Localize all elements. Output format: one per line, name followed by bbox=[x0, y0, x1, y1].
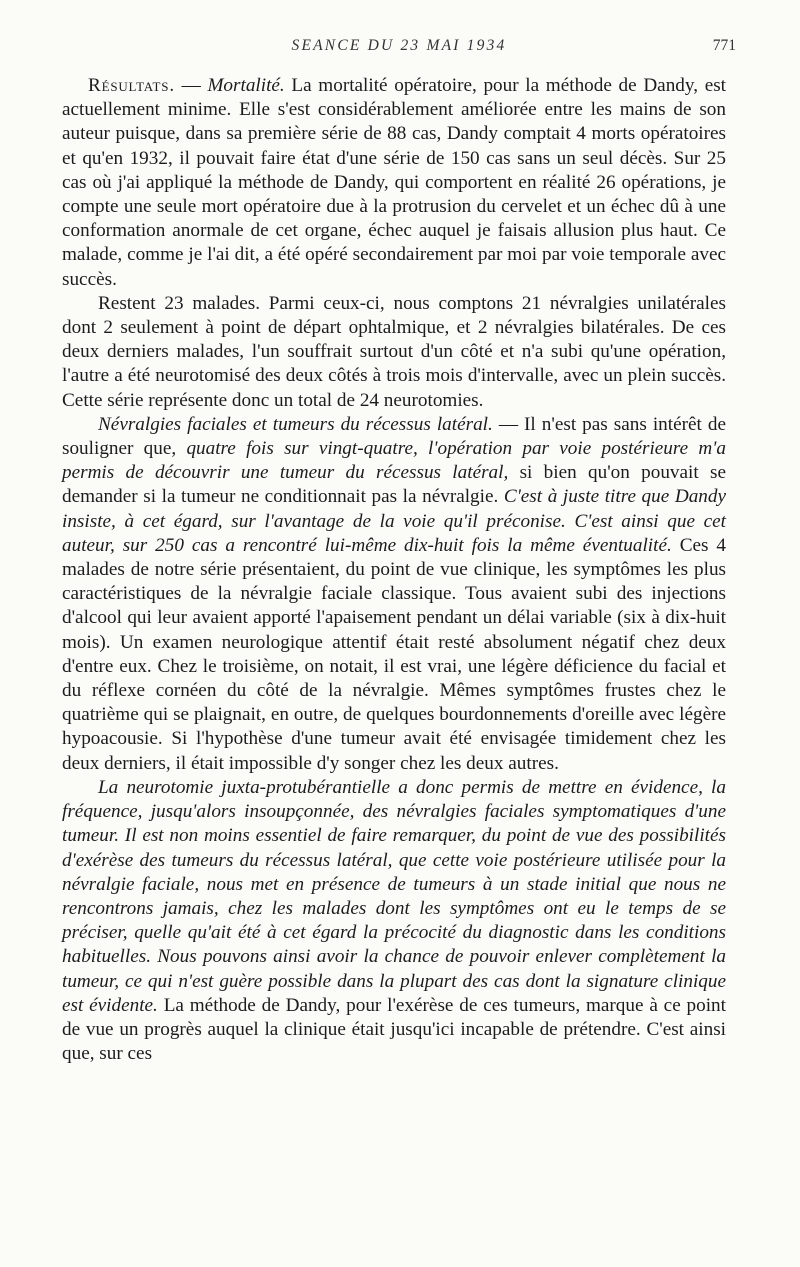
italic-emphasis: La neurotomie juxta-protubérantielle a donc permis de mettre en évidence, la fréquence, jusqu'alors insoupçonnée, des névralgies faciales symptomatiques d'une tumeur. Il est non moins essentiel de faire remarquer, du point de vue des possibilités d'exérèse des tumeurs du récessus latéral, que cette voie postérieure utilisée pour la névralgie faciale, nous met en présence de tumeurs à un stade initial que nous ne rencontrons jamais, chez les malades dont les symptômes ont eu le temps de se préciser, quelle qu'ait été à cet égard la précocité du diagnostic dans les conditions habituelles. Nous pouvons ainsi avoir la chance de pouvoir enlever complètement la tumeur, ce qui n'est guère possible dans la plupart des cas dont la signature clinique est évidente. bbox=[62, 776, 726, 1016]
running-title: SEANCE DU 23 MAI 1934 bbox=[291, 37, 507, 54]
paragraph-text: La méthode de Dandy, pour l'exérèse de ces tumeurs, marque à ce point de vue un progrès auquel la clinique était jusqu'ici incapable de prétendre. C'est ainsi que, sur ces bbox=[62, 994, 726, 1065]
article-body bbox=[62, 74, 726, 1066]
paragraph-results bbox=[62, 74, 726, 292]
page-number: 771 bbox=[712, 37, 736, 54]
paragraph-text: Restent 23 malades. Parmi ceux-ci, nous comptons 21 névralgies unilatérales dont 2 seulement à point de départ ophtalmique, et 2 névralgies bilatérales. De ces deux derniers malades, l'un souffrait surtout d'un côté et n'a subi qu'une opération, l'autre a été neurotomisé des deux côtés à trois mois d'intervalle, avec un plein succès. Cette série représente donc un total de 24 neurotomies. bbox=[62, 292, 726, 411]
italic-emphasis: quatre fois sur vingt-quatre, l'opération par voie postérieure m'a permis de découvrir une tumeur du récessus latéral, bbox=[62, 438, 726, 484]
italic-emphasis: C'est à juste titre que Dandy insiste, à cet égard, sur l'avantage de la voie qu'il préconise. C'est ainsi que cet auteur, sur 250 cas a rencontré lui-même dix-huit fois la même éventualité. bbox=[62, 486, 726, 556]
paragraph-text: Ces 4 malades de notre série présentaient, du point de vue clinique, les symptômes les plus caractéristiques de la névralgie faciale classique. Tous avaient subi des injections d'alcool qui leur avaient apporté l'apaisement pendant un délai variable (six à dix-huit mois). Un examen neurologique attentif était resté absolument négatif chez deux d'entre eux. Chez le troisième, on notait, il est vrai, une légère déficience du facial et du réflexe cornéen du côté de la névralgie. Mêmes symptômes frustes chez le quatrième qui se plaignait, en outre, de quelques bourdonnements d'oreille avec légère hypoacousie. Si l'hypothèse d'une tumeur avait été envisagée timidement chez les deux derniers, il était impossible d'y songer chez les deux autres. bbox=[62, 534, 726, 774]
heading-dash: — bbox=[174, 75, 208, 96]
paragraph-neurotomy-conclusion bbox=[62, 776, 726, 1066]
page-header bbox=[62, 37, 736, 59]
paragraph-facial-neuralgia-tumors bbox=[62, 413, 726, 776]
paragraph-remaining-patients bbox=[62, 292, 726, 413]
section-heading-results: Résultats. bbox=[88, 75, 175, 96]
paragraph-text: La mortalité opératoire, pour la méthode de Dandy, est actuellement minime. Elle s'est considérablement améliorée entre les mains de son auteur puisque, dans sa première série de 88 cas, Dandy comptait 4 morts opératoires et qu'en 1932, il pouvait faire état d'une série de 150 cas sans un seul décès. Sur 25 cas où j'ai appliqué la méthode de Dandy, qui comportent en réalité 26 opérations, je compte une seule mort opératoire due à la protrusion du cervelet et un échec dû à une conformation anormale de cet organe, échec auquel je faisais allusion plus haut. Ce malade, comme je l'ai dit, a été opéré secondairement par moi par voie temporale avec succès. bbox=[62, 75, 727, 290]
subheading-mortality: Mortalité. bbox=[207, 75, 285, 96]
paragraph-text: si bien qu'on pouvait se demander si la tumeur ne conditionnait pas la névralgie. bbox=[62, 462, 726, 508]
paragraph-text: — Il n'est pas sans intérêt de souligner que, bbox=[62, 413, 726, 460]
subheading-neuralgia-tumors: Névralgies faciales et tumeurs du récessus latéral. bbox=[98, 413, 493, 435]
